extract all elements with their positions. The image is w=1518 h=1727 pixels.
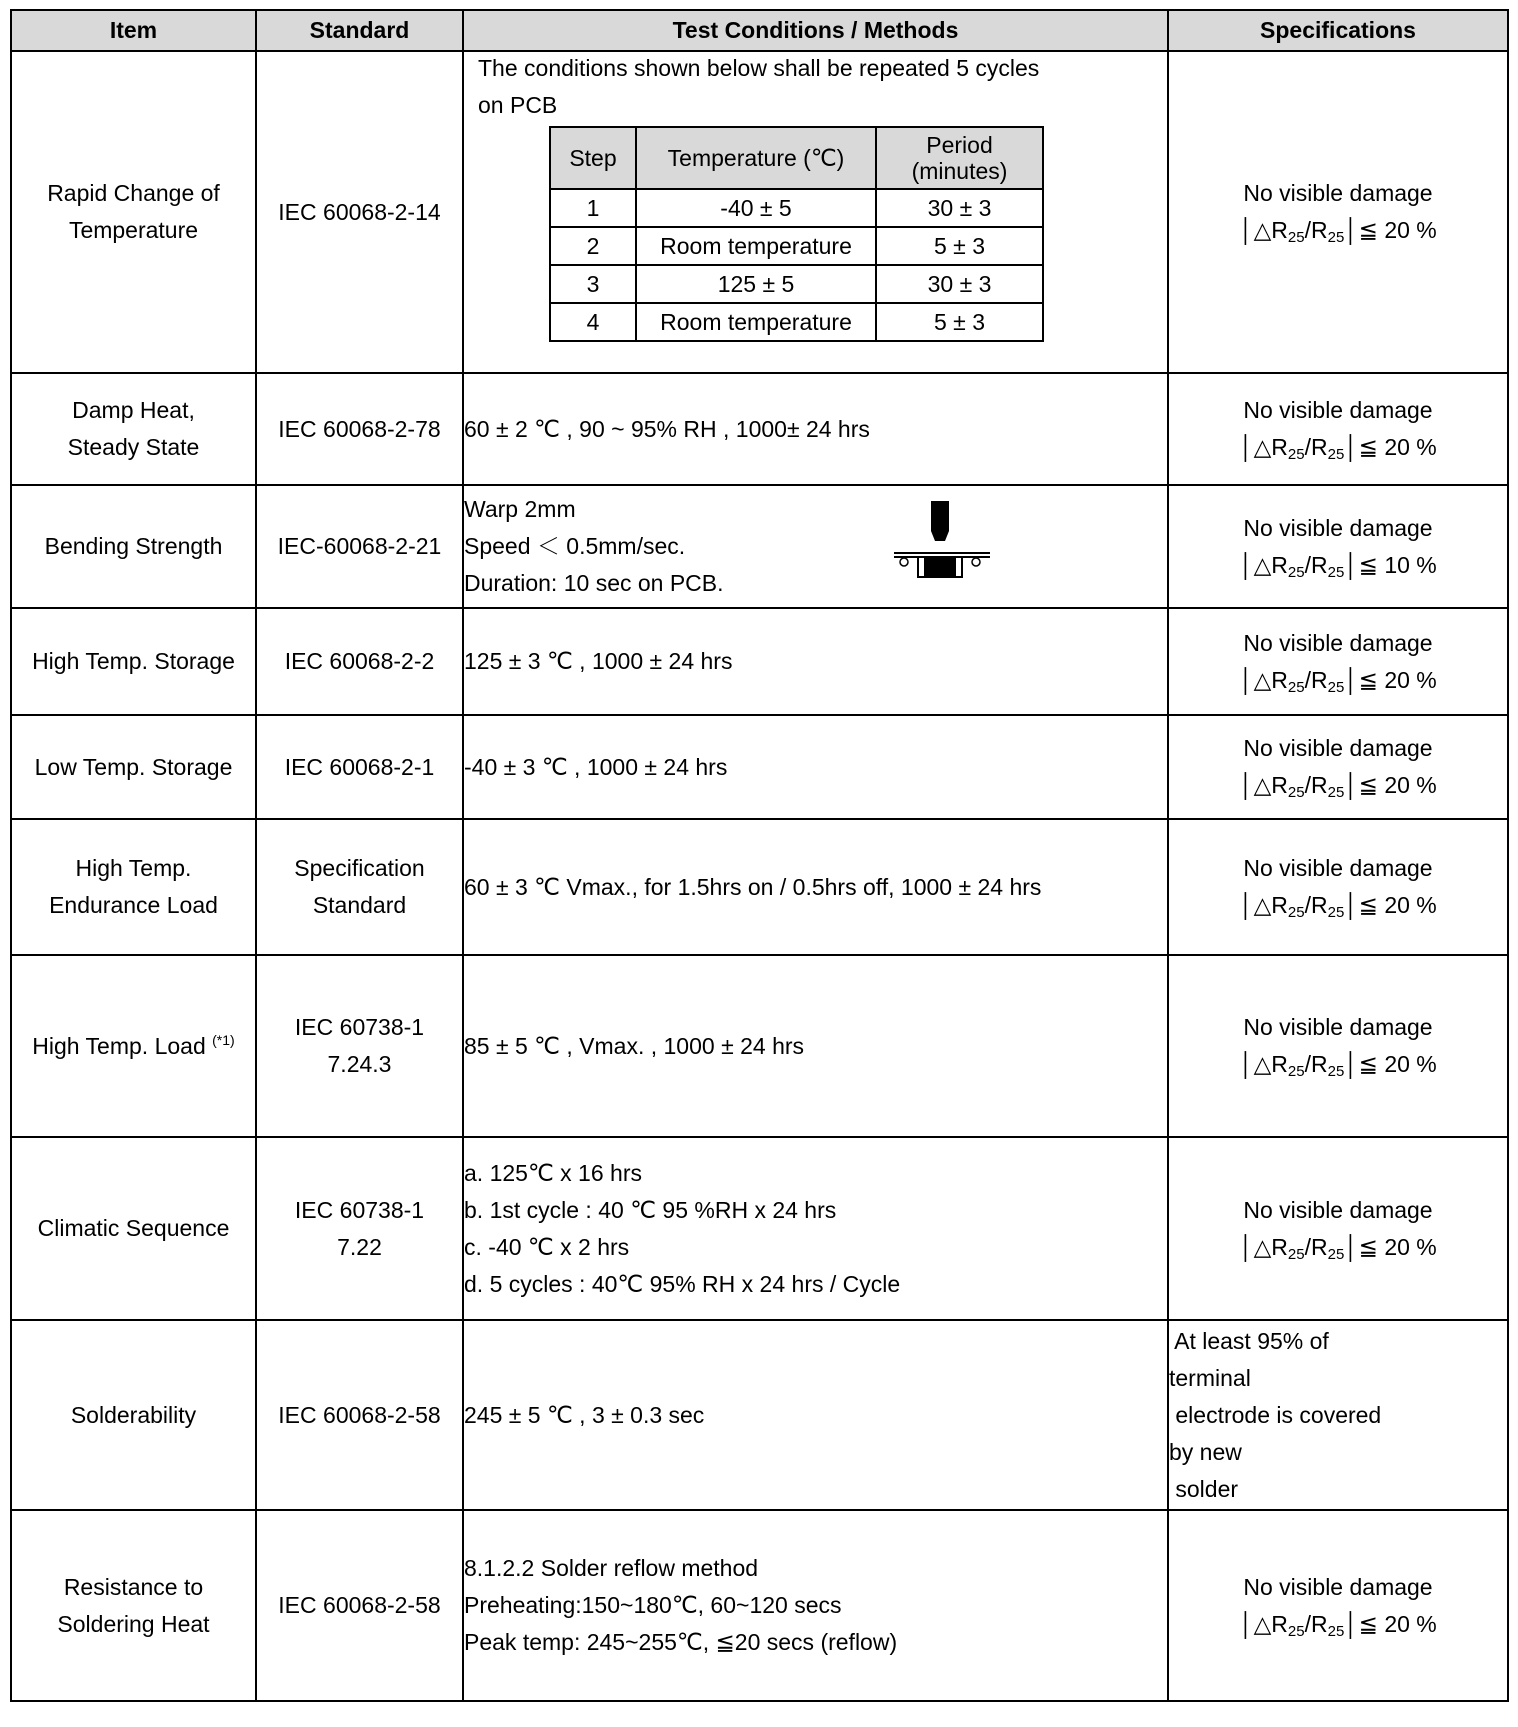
header-item: Item (11, 10, 256, 51)
header-conditions: Test Conditions / Methods (463, 10, 1168, 51)
standard-text: IEC 60738-1 (294, 1014, 425, 1040)
table-row-high-temp-storage (11, 608, 1508, 715)
spec-damage: No visible damage (1243, 1573, 1433, 1600)
item-text: High Temp. Load (32, 1032, 213, 1059)
spec-cell (1168, 608, 1508, 715)
item-cell (11, 955, 256, 1137)
standard-cell: IEC 60068-2-2 (256, 608, 463, 715)
conditions-line: d. 5 cycles : 40℃ 95% RH x 24 hrs / Cycle (464, 1270, 901, 1297)
conditions-cell: 60 ± 2 ℃ , 90 ~ 95% RH , 1000± 24 hrs (463, 373, 1168, 485)
item-cell: High Temp. Storage (11, 608, 256, 715)
standard-cell: IEC-60068-2-21 (256, 485, 463, 608)
spec-damage: No visible damage (1243, 397, 1433, 423)
spec-cell (1168, 1137, 1508, 1320)
standard-cell: IEC 60068-2-58 (256, 1510, 463, 1701)
temperature-cell: Room temperature (636, 303, 876, 341)
spec-damage: No visible damage (1243, 1196, 1433, 1223)
temperature-cell: -40 ± 5 (636, 189, 876, 227)
standard-text: IEC 60738-1 (294, 1196, 425, 1223)
header-row (11, 10, 1508, 51)
period-cell: 30 ± 3 (876, 189, 1043, 227)
spec-line: At least 95% of (1169, 1327, 1329, 1354)
spec-cell (1168, 955, 1508, 1137)
step-cell: 2 (550, 227, 636, 265)
item-text: Temperature (68, 217, 199, 243)
item-text: Endurance Load (49, 892, 218, 918)
table-row-high-temp-load (11, 955, 1508, 1137)
item-cell: Low Temp. Storage (11, 715, 256, 819)
spec-damage: No visible damage (1243, 735, 1433, 761)
conditions-cell (463, 51, 1168, 373)
spec-damage: No visible damage (1243, 1014, 1433, 1040)
period-header-line: Period (926, 132, 993, 158)
item-text: Soldering Heat (57, 1610, 210, 1637)
spec-cell (1168, 1320, 1508, 1510)
table-row-soldering-heat (11, 1510, 1508, 1701)
standard-cell (256, 819, 463, 955)
conditions-line: Preheating:150~180℃, 60~120 secs (464, 1592, 842, 1618)
standard-cell: IEC 60068-2-14 (256, 51, 463, 373)
table-row-rapid-change (11, 51, 1508, 373)
item-cell (11, 51, 256, 373)
table-row-climatic-sequence (11, 1137, 1508, 1320)
conditions-line: c. -40 ℃ x 2 hrs (464, 1233, 630, 1260)
spec-formula: $│\triangle R_{25}/R_{25}│≦$ 20 % (1239, 1610, 1437, 1640)
item-cell (11, 819, 256, 955)
spec-formula: $│\triangle R_{25}/R_{25}│≦$ 20 % (1239, 666, 1437, 696)
item-text: Rapid Change of (47, 180, 220, 206)
standard-cell: IEC 60068-2-58 (256, 1320, 463, 1510)
standard-text: Specification (294, 855, 425, 881)
step-row (550, 303, 1043, 341)
conditions-line: on PCB (478, 92, 558, 118)
standard-text: 7.22 (337, 1233, 382, 1260)
conditions-line: a. 125℃ x 16 hrs (464, 1159, 642, 1186)
step-header: Step (550, 127, 636, 189)
spec-damage: No visible damage (1243, 855, 1433, 881)
conditions-cell: -40 ± 3 ℃ , 1000 ± 24 hrs (463, 715, 1168, 819)
spec-cell (1168, 715, 1508, 819)
header-specifications: Specifications (1168, 10, 1508, 51)
spec-formula: $│\triangle R_{25}/R_{25}│≦$ 10 % (1239, 551, 1437, 581)
spec-cell (1168, 1510, 1508, 1701)
header-standard: Standard (256, 10, 463, 51)
step-table-header (550, 127, 1043, 189)
standard-cell: IEC 60068-2-1 (256, 715, 463, 819)
bending-test-figure (894, 499, 990, 579)
footnote-marker: (*1) (212, 1031, 235, 1048)
table-row-high-temp-endurance (11, 819, 1508, 955)
conditions-line: Speed ＜ 0.5mm/sec. (464, 533, 686, 559)
item-text: High Temp. (75, 855, 192, 881)
standard-cell (256, 955, 463, 1137)
bending-conditions (464, 491, 1167, 602)
period-cell: 5 ± 3 (876, 227, 1043, 265)
item-cell: Climatic Sequence (11, 1137, 256, 1320)
step-row (550, 189, 1043, 227)
conditions-line: 8.1.2.2 Solder reflow method (464, 1555, 759, 1581)
standard-text: 7.24.3 (327, 1051, 392, 1077)
spec-damage: No visible damage (1243, 180, 1433, 206)
conditions-cell: 85 ± 5 ℃ , Vmax. , 1000 ± 24 hrs (463, 955, 1168, 1137)
spec-line: by new (1169, 1438, 1242, 1465)
item-cell (11, 373, 256, 485)
conditions-line: The conditions shown below shall be repeated 5 cycles (478, 55, 1040, 81)
conditions-text (464, 50, 1167, 124)
conditions-cell: 60 ± 3 ℃ Vmax., for 1.5hrs on / 0.5hrs off, 1000 ± 24 hrs (463, 819, 1168, 955)
spec-cell (1168, 485, 1508, 608)
table-row-damp-heat (11, 373, 1508, 485)
item-text: Steady State (67, 434, 200, 460)
spec-damage: No visible damage (1243, 514, 1433, 541)
step-row (550, 227, 1043, 265)
period-header-line: (minutes) (911, 158, 1008, 184)
item-text: Resistance to (63, 1573, 204, 1600)
conditions-cell: 245 ± 5 ℃ , 3 ± 0.3 sec (463, 1320, 1168, 1510)
item-cell: Bending Strength (11, 485, 256, 608)
spec-cell (1168, 51, 1508, 373)
conditions-cell (463, 1510, 1168, 1701)
item-cell: Solderability (11, 1320, 256, 1510)
item-text: Damp Heat, (72, 397, 195, 423)
conditions-line: Peak temp: 245~255℃, ≦20 secs (reflow) (464, 1629, 898, 1655)
spec-formula: $│\triangle R_{25}/R_{25}│≦$ 20 % (1239, 434, 1437, 463)
spec-formula: $│\triangle R_{25}/R_{25}│≦$ 20 % (1239, 217, 1437, 246)
table-row-low-temp-storage (11, 715, 1508, 819)
period-header (876, 127, 1043, 189)
temperature-cell: Room temperature (636, 227, 876, 265)
step-table (549, 126, 1044, 342)
item-cell (11, 1510, 256, 1701)
temperature-cell: 125 ± 5 (636, 265, 876, 303)
spec-damage: No visible damage (1243, 629, 1433, 656)
step-cell: 4 (550, 303, 636, 341)
conditions-cell (463, 1137, 1168, 1320)
conditions-line: b. 1st cycle : 40 ℃ 95 %RH x 24 hrs (464, 1196, 837, 1223)
period-cell: 5 ± 3 (876, 303, 1043, 341)
table-row-bending (11, 485, 1508, 608)
spec-line: terminal (1169, 1364, 1251, 1391)
conditions-line: Warp 2mm (464, 496, 576, 522)
conditions-cell: 125 ± 3 ℃ , 1000 ± 24 hrs (463, 608, 1168, 715)
conditions-line: Duration: 10 sec on PCB. (464, 570, 724, 596)
spec-formula: $│\triangle R_{25}/R_{25}│≦$ 20 % (1239, 1233, 1437, 1263)
step-row (550, 265, 1043, 303)
spec-line: electrode is covered (1169, 1401, 1382, 1428)
standard-cell (256, 1137, 463, 1320)
spec-line: solder (1169, 1475, 1239, 1502)
spec-cell (1168, 373, 1508, 485)
temperature-header: Temperature (℃) (636, 127, 876, 189)
spec-formula: $│\triangle R_{25}/R_{25}│≦$ 20 % (1239, 1051, 1437, 1080)
standard-cell: IEC 60068-2-78 (256, 373, 463, 485)
spec-cell (1168, 819, 1508, 955)
table-row-solderability (11, 1320, 1508, 1510)
conditions-cell (463, 485, 1168, 608)
step-cell: 1 (550, 189, 636, 227)
spec-formula: $│\triangle R_{25}/R_{25}│≦$ 20 % (1239, 772, 1437, 801)
spec-formula: $│\triangle R_{25}/R_{25}│≦$ 20 % (1239, 892, 1437, 921)
step-cell: 3 (550, 265, 636, 303)
standard-text: Standard (312, 892, 407, 918)
period-cell: 30 ± 3 (876, 265, 1043, 303)
test-spec-table (10, 9, 1509, 1702)
